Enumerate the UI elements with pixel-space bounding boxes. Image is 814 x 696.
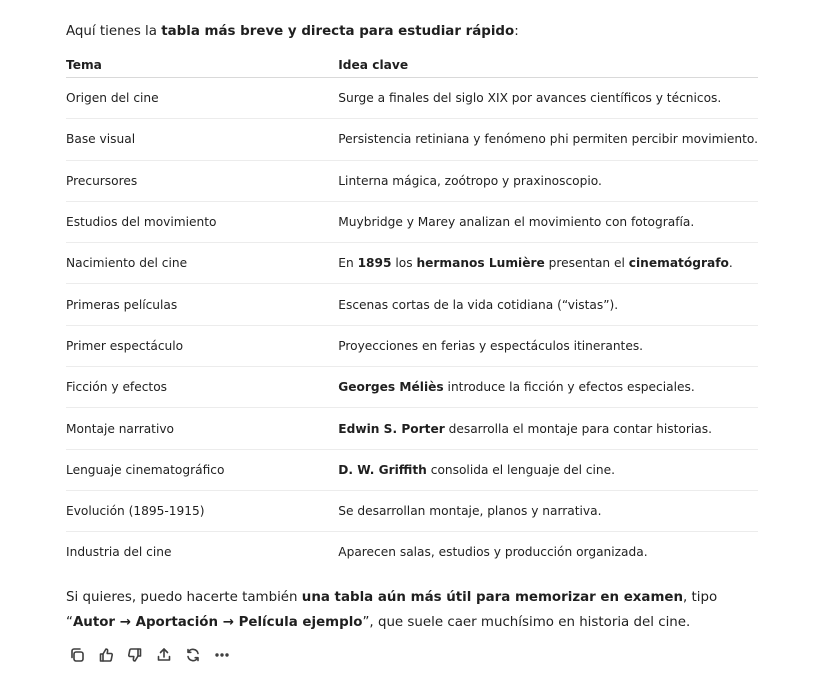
intro-suffix: : xyxy=(514,24,519,39)
idea-segment: Persistencia retiniana y fenómeno phi permiten percibir movimiento. xyxy=(338,132,758,147)
cell-tema: Lenguaje cinematográfico xyxy=(66,449,338,490)
table-row xyxy=(66,367,758,408)
copy-icon xyxy=(69,647,85,667)
cell-idea xyxy=(338,367,758,408)
table-header-row xyxy=(66,52,758,78)
idea-segment: . xyxy=(728,256,733,271)
cell-tema: Primer espectáculo xyxy=(66,325,338,366)
thumbs-down-icon xyxy=(127,647,143,667)
cell-tema: Base visual xyxy=(66,119,338,160)
cell-tema: Origen del cine xyxy=(66,78,338,119)
table-row xyxy=(66,449,758,490)
intro-prefix: Aquí tienes la xyxy=(66,24,162,39)
idea-segment: introduce la ficción y efectos especiales. xyxy=(443,380,695,395)
cell-tema: Industria del cine xyxy=(66,545,172,560)
regenerate-button[interactable] xyxy=(182,646,203,667)
more-options-button[interactable] xyxy=(211,646,232,667)
outro-text xyxy=(66,585,758,635)
cell-idea xyxy=(338,284,758,325)
cell-tema: Primeras películas xyxy=(66,284,338,325)
idea-segment: consolida el lenguaje del cine. xyxy=(426,462,616,477)
copy-button[interactable] xyxy=(66,646,87,667)
table-row xyxy=(66,243,758,284)
idea-bold-segment: 1895 xyxy=(357,256,392,271)
table-row xyxy=(66,160,758,201)
cell-idea xyxy=(338,449,758,490)
share-button[interactable] xyxy=(153,646,174,667)
cell-idea xyxy=(338,490,758,531)
idea-segment: Se desarrollan montaje, planos y narrativa. xyxy=(338,504,602,519)
cell-tema: Precursores xyxy=(66,160,338,201)
cell-tema: Ficción y efectos xyxy=(66,367,338,408)
table-row xyxy=(66,325,758,366)
idea-bold-segment: Georges Méliès xyxy=(338,380,444,395)
intro-bold: tabla más breve y directa para estudiar rápido xyxy=(161,24,515,39)
idea-segment: Linterna mágica, zoótropo y praxinoscopio. xyxy=(338,173,602,188)
intro-text xyxy=(66,22,519,42)
table-row xyxy=(66,284,758,325)
cell-idea xyxy=(338,160,758,201)
cell-tema: Montaje narrativo xyxy=(66,408,338,449)
message-actions xyxy=(66,646,232,667)
idea-bold-segment: D. W. Griffith xyxy=(338,462,427,477)
outro-part-1: Si quieres, puedo hacerte también xyxy=(66,590,302,605)
idea-segment: En xyxy=(338,256,358,271)
table-row xyxy=(66,119,758,160)
idea-segment: desarrolla el montaje para contar historias. xyxy=(444,421,712,436)
table-body xyxy=(66,78,758,573)
cell-idea xyxy=(338,78,758,119)
cell-tema: Evolución (1895-1915) xyxy=(66,490,338,531)
table-row xyxy=(66,78,758,119)
idea-segment: Muybridge y Marey analizan el movimiento con fotografía. xyxy=(338,215,695,230)
outro-part-2: , tipo “ xyxy=(66,590,718,630)
idea-segment: Escenas cortas de la vida cotidiana (“vistas”). xyxy=(338,297,619,312)
thumbs-up-icon xyxy=(98,647,114,667)
table-row xyxy=(66,408,758,449)
cell-idea xyxy=(338,408,758,449)
outro-bold-2: Autor → Aportación → Película ejemplo xyxy=(72,615,363,630)
table-row xyxy=(66,532,758,573)
idea-bold-segment: hermanos Lumière xyxy=(416,256,545,271)
idea-bold-segment: Edwin S. Porter xyxy=(338,421,445,436)
cell-tema: Estudios del movimiento xyxy=(66,201,338,242)
idea-segment: los xyxy=(391,256,417,271)
table-row xyxy=(66,490,758,531)
idea-bold-segment: cinematógrafo xyxy=(628,256,729,271)
idea-segment: Surge a finales del siglo XIX por avances científicos y técnicos. xyxy=(338,91,722,106)
bad-response-button[interactable] xyxy=(124,646,145,667)
share-icon xyxy=(156,647,172,667)
cell-idea xyxy=(338,119,758,160)
cell-idea xyxy=(338,532,758,573)
column-header-idea: Idea clave xyxy=(338,52,758,78)
regenerate-icon xyxy=(185,647,201,667)
cell-tema: Nacimiento del cine xyxy=(66,243,338,284)
summary-table xyxy=(66,52,758,573)
outro-bold-1: una tabla aún más útil para memorizar en examen xyxy=(301,590,684,605)
column-header-tema: Tema xyxy=(66,52,338,78)
cell-idea xyxy=(338,243,758,284)
table-row xyxy=(66,201,758,242)
idea-segment: presentan el xyxy=(544,256,629,271)
good-response-button[interactable] xyxy=(95,646,116,667)
outro-part-3: ”, que suele caer muchísimo en historia del cine. xyxy=(362,615,691,630)
cell-idea xyxy=(338,201,758,242)
idea-segment: Aparecen salas, estudios y producción organizada. xyxy=(338,545,648,560)
more-icon xyxy=(214,647,230,667)
cell-idea xyxy=(338,325,758,366)
idea-segment: Proyecciones en ferias y espectáculos itinerantes. xyxy=(338,338,644,353)
